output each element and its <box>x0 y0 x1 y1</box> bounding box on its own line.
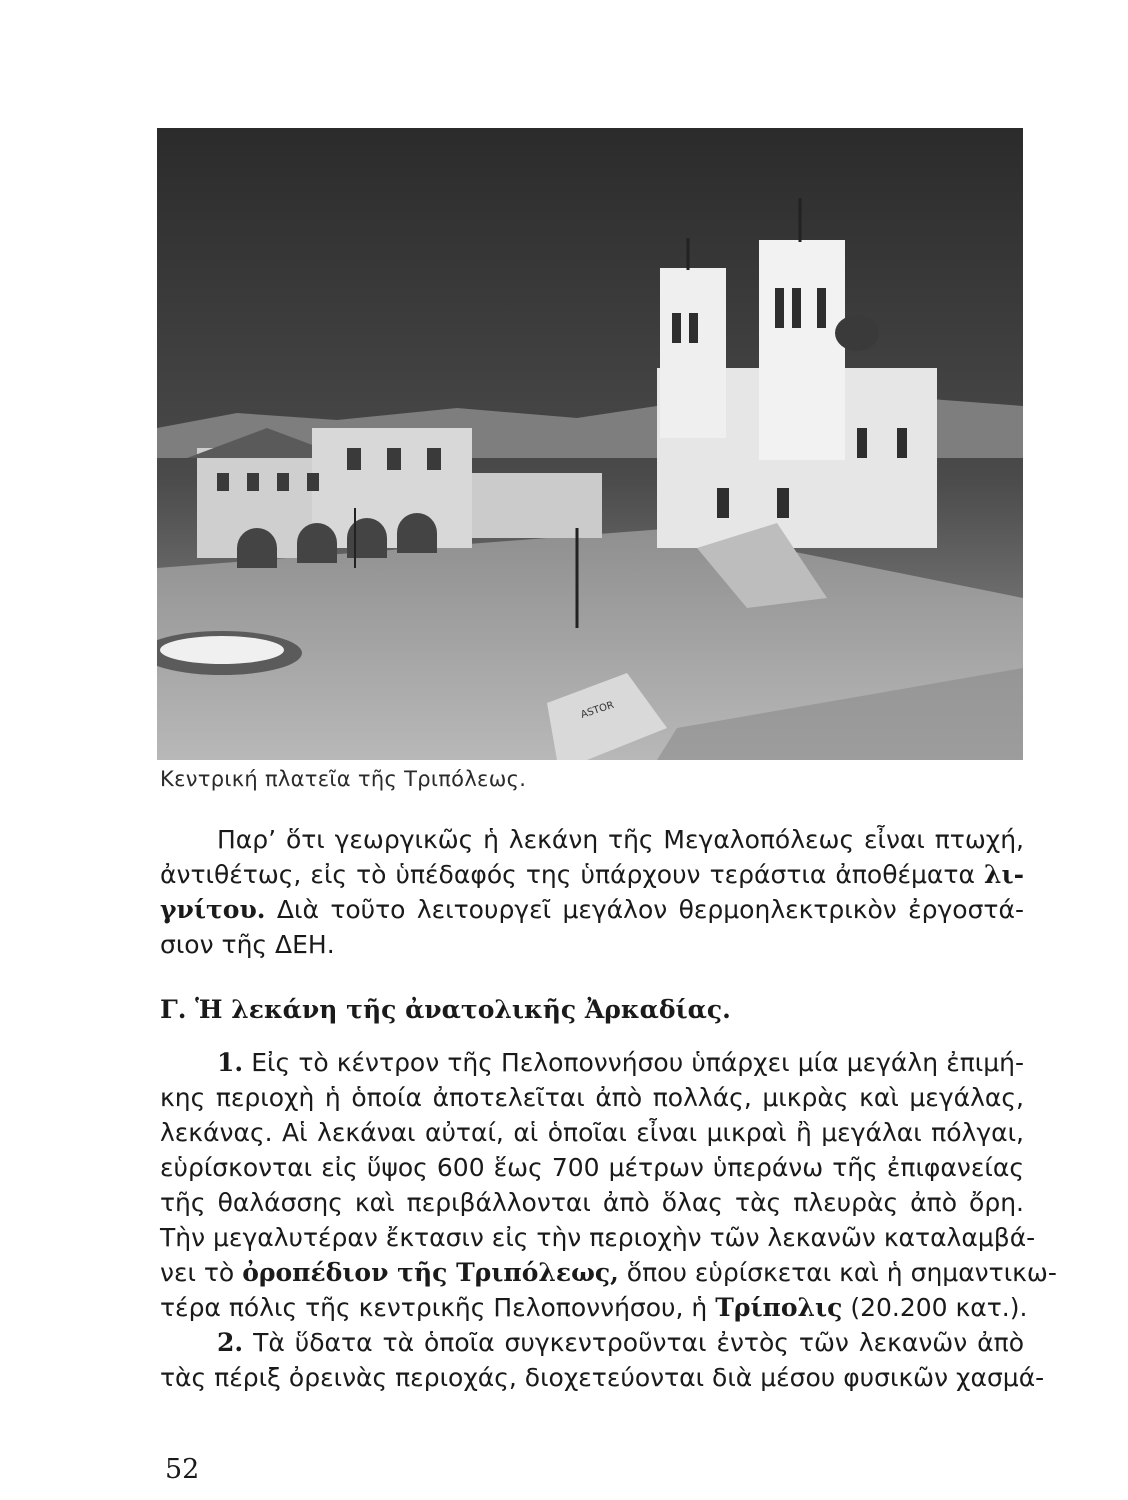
page-number: 52 <box>165 1454 200 1485</box>
photo-central-square <box>157 128 1023 760</box>
paragraph-megalopolis <box>160 822 1024 962</box>
paragraph-1 <box>160 1045 1057 1325</box>
paragraph-2 <box>160 1325 1045 1395</box>
text-line: εὑρίσκονται εἰς ὕψος 600 ἕως 700 μέτρων ὑπεράνω τῆς ἐπιφανείας <box>160 1153 1024 1182</box>
section-heading: Γ. Ἡ λεκάνη τῆς ἀνατολικῆς Ἀρκαδίας. <box>160 995 731 1024</box>
text-line: τὰς πέριξ ὀρεινὰς περιοχάς, διοχετεύονται διὰ μέσου φυσικῶν χασμά- <box>160 1363 1045 1392</box>
text-line: κης περιοχὴ ἡ ὁποία ἀποτελεῖται ἀπὸ πολλάς, μικρὰς καὶ μεγάλας, <box>160 1083 1024 1112</box>
text-line: λεκάνας. Αἱ λεκάναι αὐταί, αἱ ὁποῖαι εἶναι μικραὶ ἢ μεγάλαι πόλγαι, <box>160 1118 1024 1147</box>
text-line: 1. Εἰς τὸ κέντρον τῆς Πελοποννήσου ὑπάρχει μία μεγάλη ἐπιμή- <box>217 1048 1024 1077</box>
text-line: Τὴν μεγαλυτέραν ἔκτασιν εἰς τὴν περιοχὴν τῶν λεκανῶν καταλαμβά- <box>160 1223 1036 1252</box>
text-line: 2. Τὰ ὕδατα τὰ ὁποῖα συγκεντροῦνται ἐντὸς τῶν λεκανῶν ἀπὸ <box>217 1328 1024 1357</box>
photo-caption: Κεντρική πλατεῖα τῆς Τριπόλεως. <box>160 767 527 791</box>
text-line: σιον τῆς ΔΕΗ. <box>160 930 335 959</box>
text-line: Παρ’ ὅτι γεωργικῶς ἡ λεκάνη τῆς Μεγαλοπόλεως εἶναι πτωχή, <box>217 825 1024 854</box>
paragraph-number: 1. <box>217 1048 244 1077</box>
paragraph-number: 2. <box>217 1328 244 1357</box>
text-line: τῆς θαλάσσης καὶ περιβάλλονται ἀπὸ ὅλας τὰς πλευρὰς ἀπὸ ὄρη. <box>160 1188 1024 1217</box>
text-line: ἀντιθέτως, εἰς τὸ ὑπέδαφός της ὑπάρχουν τεράστια ἀποθέματα λι- <box>160 860 1024 889</box>
text-line: νει τὸ ὀροπέδιον τῆς Τριπόλεως, ὅπου εὑρίσκεται καὶ ἡ σημαντικω- <box>160 1258 1057 1287</box>
kiosk-sign-text: ASTOR <box>579 699 616 721</box>
photo-illustration <box>157 128 1023 760</box>
text-line: τέρα πόλις τῆς κεντρικῆς Πελοποννήσου, ἡ Τρίπολις (20.200 κατ.). <box>160 1293 1028 1322</box>
text-line: γνίτου. Διὰ τοῦτο λειτουργεῖ μεγάλον θερμοηλεκτρικὸν ἐργοστά- <box>160 895 1024 924</box>
